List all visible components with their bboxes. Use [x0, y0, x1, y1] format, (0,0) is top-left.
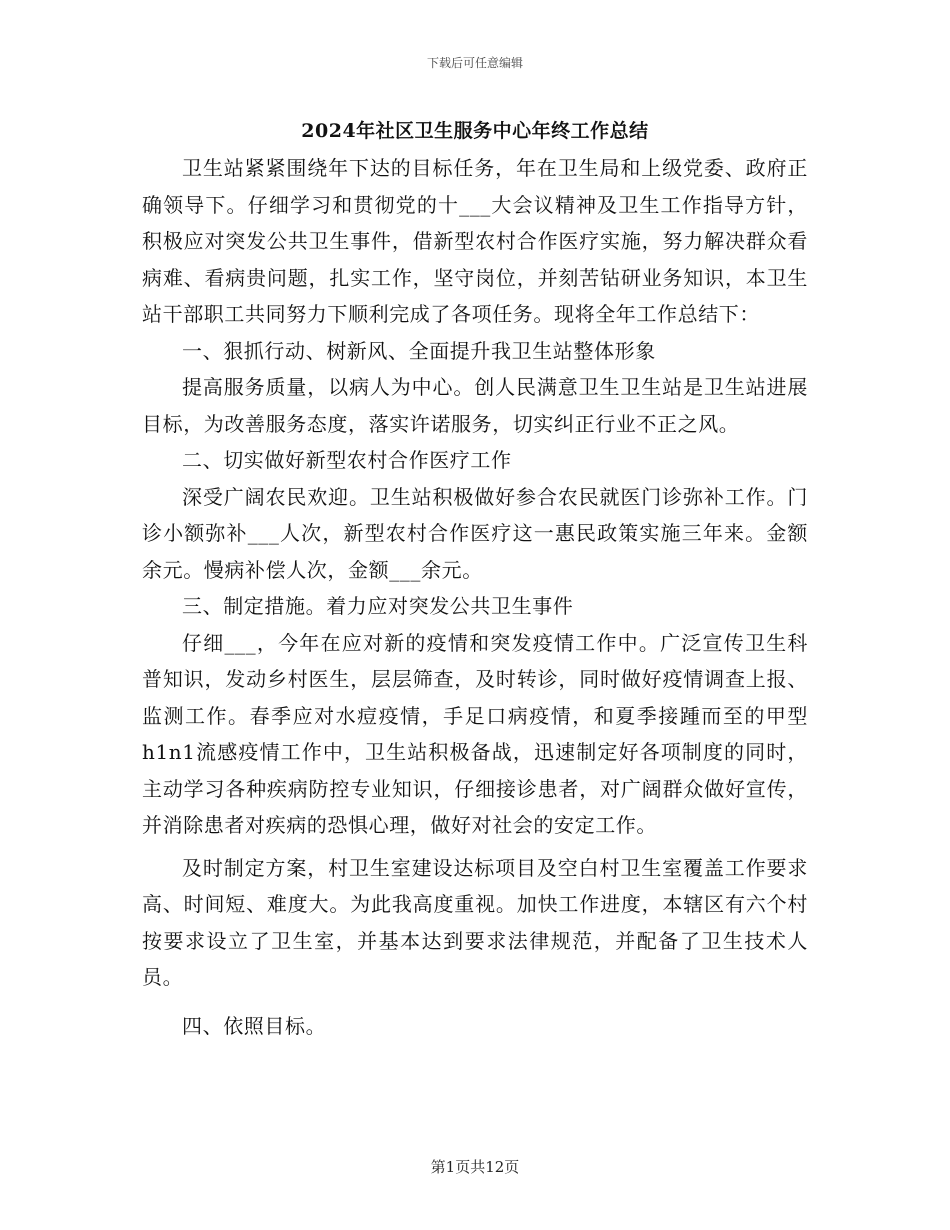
- paragraph-2: 深受广阔农民欢迎。卫生站积极做好参合农民就医门诊弥补工作。门诊小额弥补___人次，新型农村合作医疗这一惠民政策实施三年来。金额余元。慢病补偿人次，金额___余元。: [142, 484, 808, 582]
- page-indicator: 第1页共12页: [430, 1158, 520, 1176]
- paragraph-intro: 卫生站紧紧围绕年下达的目标任务，年在卫生局和上级党委、政府正确领导下。仔细学习和贯彻党的十___大会议精神及卫生工作指导方针，积极应对突发公共卫生事件，借新型农村合作医疗实施，努力解决群众看病难、看病贵问题，扎实工作，坚守岗位，并刻苦钻研业务知识，本卫生站干部职工共同努力下顺利完成了各项任务。现将全年工作总结下：: [142, 156, 808, 326]
- section-heading-1: 一、狠抓行动、树新风、全面提升我卫生站整体形象: [182, 338, 656, 363]
- header-note: 下载后可任意编辑: [426, 56, 523, 70]
- document-body: [142, 150, 808, 1044]
- paragraph-1: 提高服务质量，以病人为中心。创人民满意卫生卫生站是卫生站进展目标，为改善服务态度，落实许诺服务，切实纠正行业不正之风。: [142, 375, 808, 436]
- section-heading-3: 三、制定措施。着力应对突发公共卫生事件: [182, 594, 574, 618]
- section-heading-2: 二、切实做好新型农村合作医疗工作: [182, 448, 512, 472]
- paragraph-4: 及时制定方案，村卫生室建设达标项目及空白村卫生室覆盖工作要求高、时间短、难度大。为此我高度重视。加快工作进度，本辖区有六个村按要求设立了卫生室，并基本达到要求法律规范，并配备了卫生技术人员。: [142, 855, 808, 989]
- document-title: 2024年社区卫生服务中心年终工作总结: [301, 120, 649, 142]
- paragraph-3: 仔细___，今年在应对新的疫情和突发疫情工作中。广泛宣传卫生科普知识，发动乡村医生，层层筛查，及时转诊，同时做好疫情调查上报、监测工作。春季应对水痘疫情，手足口病疫情，和夏季接踵而至的甲型h1n1流感疫情工作中，卫生站积极备战，迅速制定好各项制度的同时，主动学习各种疾病防控专业知识，仔细接诊患者，对广阔群众做好宣传，并消除患者对疾病的恐惧心理，做好对社会的安定工作。: [142, 630, 808, 837]
- section-heading-4: 四、依照目标。: [182, 1013, 327, 1038]
